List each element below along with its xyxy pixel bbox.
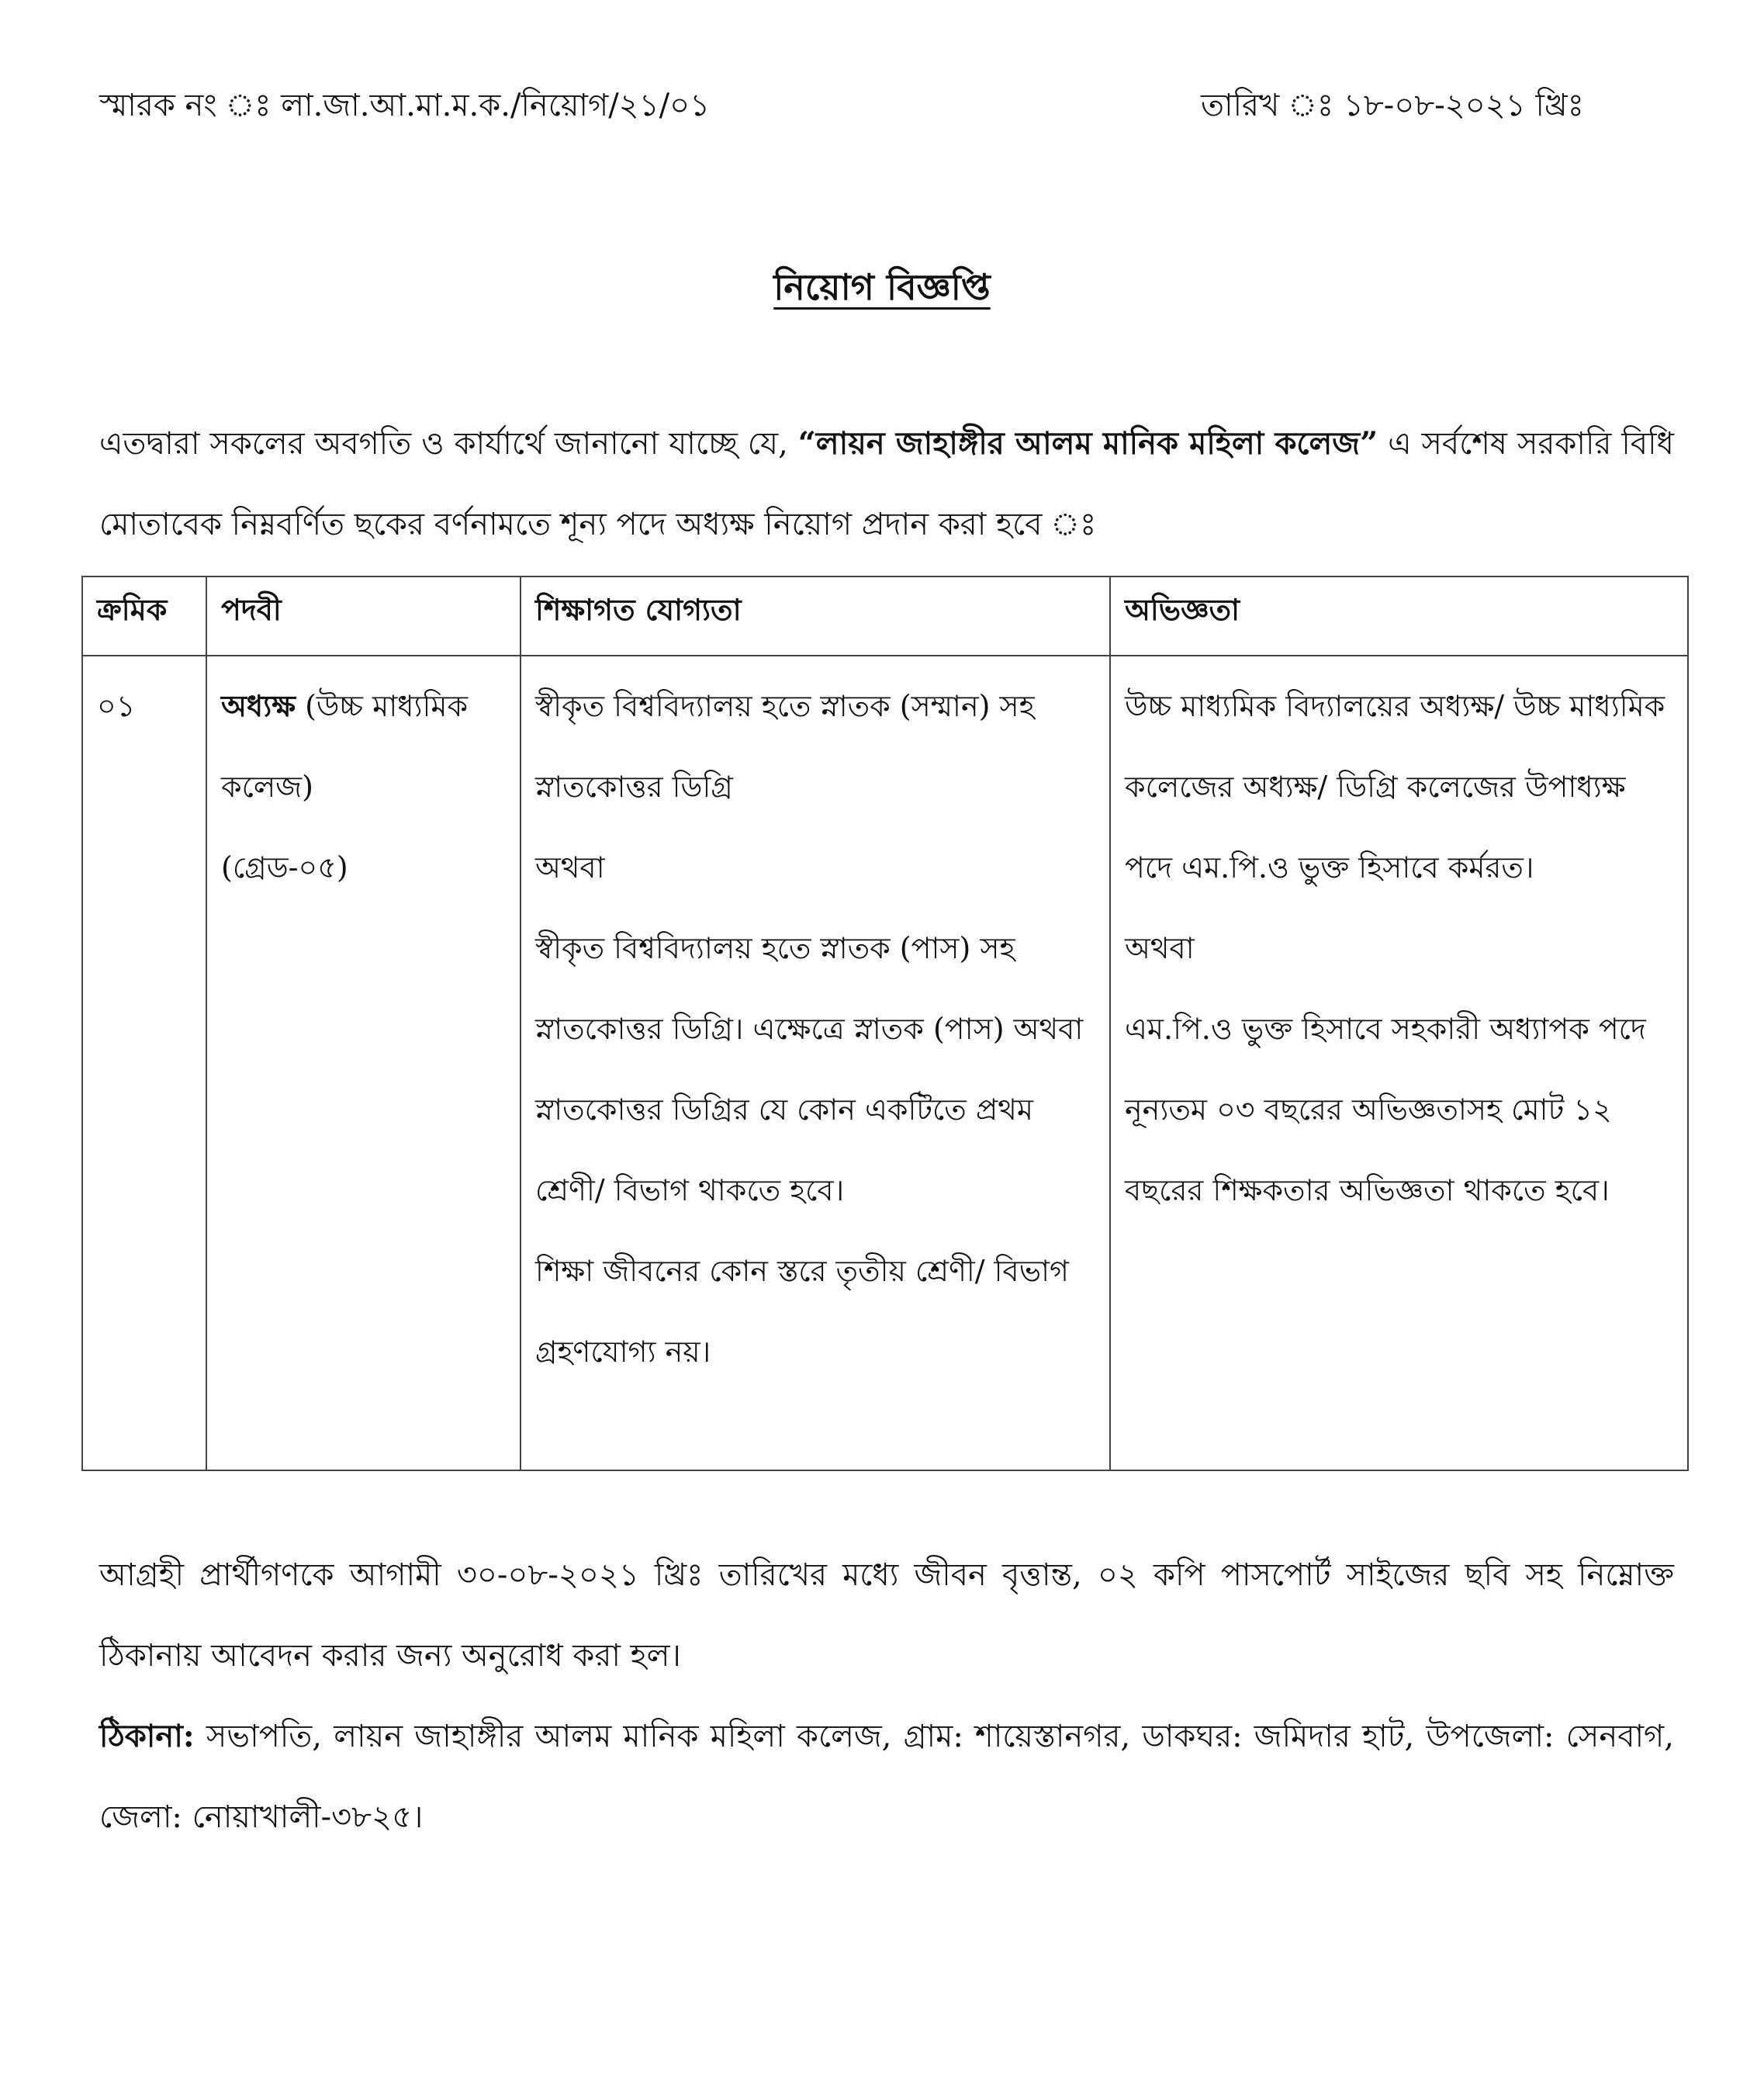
education-cell bbox=[521, 656, 1110, 1470]
vacancy-table bbox=[81, 576, 1689, 1471]
intro-paragraph bbox=[99, 403, 1674, 565]
experience-requirement-2: এম.পি.ও ভুক্ত হিসাবে সহকারী অধ্যাপক পদে নূন্যতম ০৩ বছরের অভিজ্ঞতাসহ মোট ১২ বছরের শিক্ষকতার অভিজ্ঞতা থাকতে হবে। bbox=[1125, 1012, 1646, 1207]
address-block bbox=[99, 1696, 1674, 1858]
education-or: অথবা bbox=[535, 850, 605, 885]
address-label: ঠিকানা: bbox=[99, 1718, 195, 1754]
notice-title: নিয়োগ বিজ্ঞপ্তি bbox=[773, 266, 991, 308]
experience-or: অথবা bbox=[1125, 931, 1195, 965]
experience-cell bbox=[1110, 656, 1688, 1470]
experience-requirement-1: উচ্চ মাধ্যমিক বিদ্যালয়ের অধ্যক্ষ/ উচ্চ মাধ্যমিক কলেজের অধ্যক্ষ/ ডিগ্রি কলেজের উপাধ্যক্ষ পদে এম.পি.ও ভুক্ত হিসাবে কর্মরত। bbox=[1125, 689, 1665, 885]
memo-number: স্মারক নং ঃ লা.জা.আ.মা.ম.ক./নিয়োগ/২১/০১ bbox=[99, 88, 711, 123]
header-serial: ক্রমিক bbox=[82, 577, 206, 656]
post-subtitle: (উচ্চ মাধ্যমিক কলেজ) bbox=[221, 689, 469, 804]
education-requirement-2: স্বীকৃত বিশ্ববিদ্যালয় হতে স্নাতক (পাস) সহ স্নাতকোত্তর ডিগ্রি। এক্ষেত্রে স্নাতক (পাস) অথবা স্নাতকোত্তর ডিগ্রির যে কোন একটিতে প্রথম শ্রেণী/ বিভাগ থাকতে হবে। bbox=[535, 931, 1084, 1207]
table-header-row bbox=[82, 577, 1688, 656]
intro-before: এতদ্বারা সকলের অবগতি ও কার্যার্থে জানানো যাচ্ছে যে, bbox=[99, 426, 788, 462]
post-cell bbox=[206, 656, 521, 1470]
notice-date: তারিখ ঃ ১৮-০৮-২০২১ খ্রিঃ bbox=[1200, 88, 1584, 123]
intro-after: এ সর্বশেষ সরকারি বিধি মোতাবেক নিম্নবর্ণিত ছকের বর্ণনামতে শূন্য পদে অধ্যক্ষ নিয়োগ প্রদান করা হবে ঃ bbox=[99, 426, 1674, 542]
address-text: সভাপতি, লায়ন জাহাঙ্গীর আলম মানিক মহিলা কলেজ, গ্রাম: শায়েস্তানগর, ডাকঘর: জমিদার হাট, উপজেলা: সেনবাগ, জেলা: নোয়াখালী-৩৮২৫। bbox=[99, 1719, 1674, 1835]
education-requirement-1: স্বীকৃত বিশ্ববিদ্যালয় হতে স্নাতক (সম্মান) সহ স্নাতকোত্তর ডিগ্রি bbox=[535, 689, 1035, 804]
header-post: পদবী bbox=[206, 577, 521, 656]
post-grade: (গ্রেড-০৫) bbox=[221, 850, 348, 885]
serial-cell: ০১ bbox=[82, 656, 206, 1470]
college-name: “লায়ন জাহাঙ্গীর আলম মানিক মহিলা কলেজ” bbox=[797, 425, 1378, 462]
application-instructions: আগ্রহী প্রার্থীগণকে আগামী ৩০-০৮-২০২১ খ্রিঃ তারিখের মধ্যে জীবন বৃত্তান্ত, ০২ কপি পাসপোর্ট সাইজের ছবি সহ নিম্নোক্ত ঠিকানায় আবেদন করার জন্য অনুরোধ করা হল। bbox=[99, 1557, 1674, 1674]
header-experience: অভিজ্ঞতা bbox=[1110, 577, 1688, 656]
header-education: শিক্ষাগত যোগ্যতা bbox=[521, 577, 1110, 656]
education-requirement-3: শিক্ষা জীবনের কোন স্তরে তৃতীয় শ্রেণী/ বিভাগ গ্রহণযোগ্য নয়। bbox=[535, 1254, 1069, 1369]
table-row bbox=[82, 656, 1688, 1470]
notice-title-block bbox=[0, 262, 1764, 312]
post-title: অধ্যক্ষ bbox=[221, 688, 296, 723]
